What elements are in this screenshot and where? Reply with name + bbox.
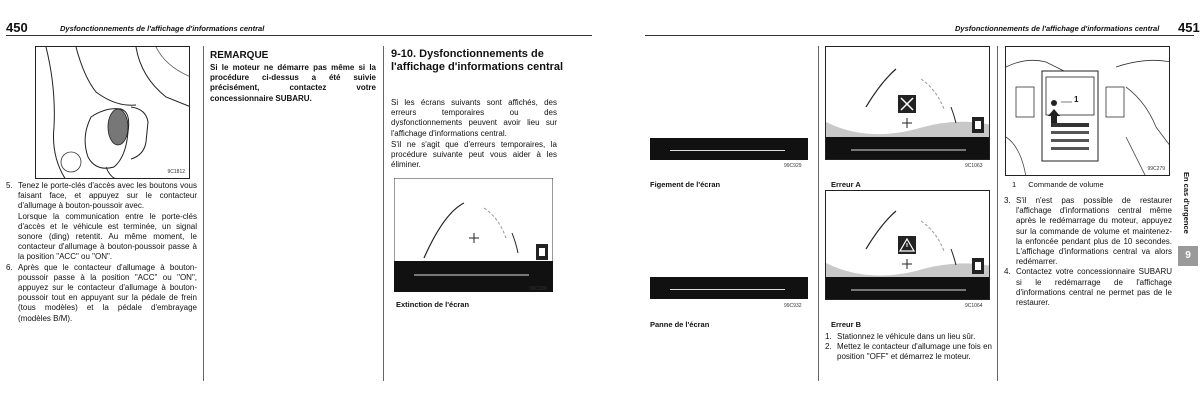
figure-caption: Extinction de l'écran	[396, 300, 470, 309]
steps-list-left	[6, 181, 197, 324]
step-number: 4.	[1004, 267, 1011, 277]
header-rule-right	[645, 35, 1194, 36]
hand-push-button-illustration	[36, 47, 190, 179]
side-tab-number: 9	[1178, 246, 1198, 266]
list-item	[1004, 196, 1172, 267]
step-number: 5.	[6, 181, 13, 190]
dashboard-figure	[1005, 46, 1170, 176]
step-number: 1.	[825, 332, 832, 341]
list-item	[6, 263, 197, 324]
side-tab-label: En cas d'urgence	[1182, 172, 1191, 234]
step-number: 2.	[825, 342, 832, 352]
extinction-figure	[394, 178, 553, 292]
figure-caption: Erreur A	[831, 180, 861, 189]
header-rule-left	[6, 35, 592, 36]
figure-code: 99C929	[784, 163, 802, 169]
erreur-a-screen-illustration	[826, 47, 990, 160]
figure-caption: Panne de l'écran	[650, 320, 710, 329]
legend-number: 1	[1012, 180, 1017, 189]
erreur-a-figure	[825, 46, 990, 160]
figure-code: 99C932	[784, 303, 802, 309]
list-item	[6, 181, 197, 263]
running-header-right: Dysfonctionnements de l'affichage d'informations central	[955, 24, 1160, 33]
column-divider	[997, 46, 998, 381]
figure-code: 99C279	[1147, 166, 1165, 172]
step-number: 3.	[1004, 196, 1011, 205]
figure-code: 9C1063	[965, 163, 983, 169]
running-header-left: Dysfonctionnements de l'affichage d'informations central	[60, 24, 265, 33]
step-text: Stationnez le véhicule dans un lieu sûr.	[837, 332, 976, 341]
callout-number: 1	[1074, 95, 1079, 104]
page-number-right: 451	[1178, 20, 1200, 35]
section-title: 9-10. Dysfonctionnements de l'affichage d'informations central	[391, 48, 564, 73]
intro-paragraph-2: S'il ne s'agit que d'erreurs temporaires, la procédure suivante peut vous aider à les éliminer.	[391, 140, 557, 170]
panne-screen-bar	[650, 277, 808, 299]
legend-item	[1012, 180, 1104, 190]
figure-code: 9C1812	[167, 169, 185, 175]
intro-paragraph-1: Si les écrans suivants sont affichés, des erreurs temporaires ou des dysfonctionnements peuvent avoir lieu sur l'affichage d'informations central.	[391, 98, 557, 138]
step-text: Après que le contacteur d'allumage à bouton-poussoir passe à la position "ACC" ou "ON", appuyez sur le contacteur d'allumage à bouton-poussoir tout en appuyant sur la pédale de frein (tous modèles) et la pédale d'embrayage (modèles B/M).	[18, 262, 197, 323]
legend-text: Commande de volume	[1028, 180, 1104, 189]
remarque-title: REMARQUE	[210, 50, 269, 61]
list-item	[825, 332, 992, 342]
push-button-figure	[35, 46, 190, 179]
figure-code: 9C1064	[965, 303, 983, 309]
erreur-b-figure	[825, 190, 990, 300]
erreur-b-screen-illustration	[826, 191, 990, 300]
step-text: Tenez le porte-clés d'accès avec les boutons vous faisant face, et appuyez sur le contacteur d'allumage à bouton-poussoir avec.	[18, 181, 197, 211]
step-continuation: Lorsque la communication entre le porte-clés d'accès et le véhicule est terminée, un signal sonore (ding) retentit. Au même moment, le contacteur d'allumage à bouton-poussoir passe à la position "ACC" ou "ON".	[18, 211, 197, 262]
remarque-text: Si le moteur ne démarre pas même si la procédure ci-dessus a été suivie précisément, contactez votre concessionnaire SUBARU.	[210, 63, 376, 103]
step-text: Mettez le contacteur d'allumage une fois en position "OFF" et démarrez le moteur.	[837, 342, 992, 362]
column-divider	[383, 46, 384, 381]
page-number-left: 450	[6, 20, 28, 35]
figure-code: 99C930	[529, 286, 547, 292]
list-item	[1004, 267, 1172, 308]
column-divider	[818, 46, 819, 381]
figement-screen-bar	[650, 138, 808, 160]
step-text: S'il n'est pas possible de restaurer l'affichage d'informations central même après le redémarrage du moteur, appuyez sur la commande de volume et maintenez-la enfoncée pendant plus de 10 secondes. L'affichage d'informations central va alors redémarrer.	[1016, 196, 1172, 267]
figure-caption: Erreur B	[831, 320, 862, 329]
steps-list-right	[1004, 196, 1172, 308]
list-item	[825, 342, 992, 362]
step-number: 6.	[6, 262, 13, 272]
step-text: Contactez votre concessionnaire SUBARU si le redémarrage de l'affichage d'informations central ne permet pas de le restaurer.	[1016, 267, 1172, 308]
steps-list-middle	[825, 332, 992, 363]
dashboard-illustration	[1006, 47, 1170, 176]
screen-off-illustration	[394, 178, 553, 292]
figure-caption: Figement de l'écran	[650, 180, 721, 189]
column-divider	[203, 46, 204, 381]
